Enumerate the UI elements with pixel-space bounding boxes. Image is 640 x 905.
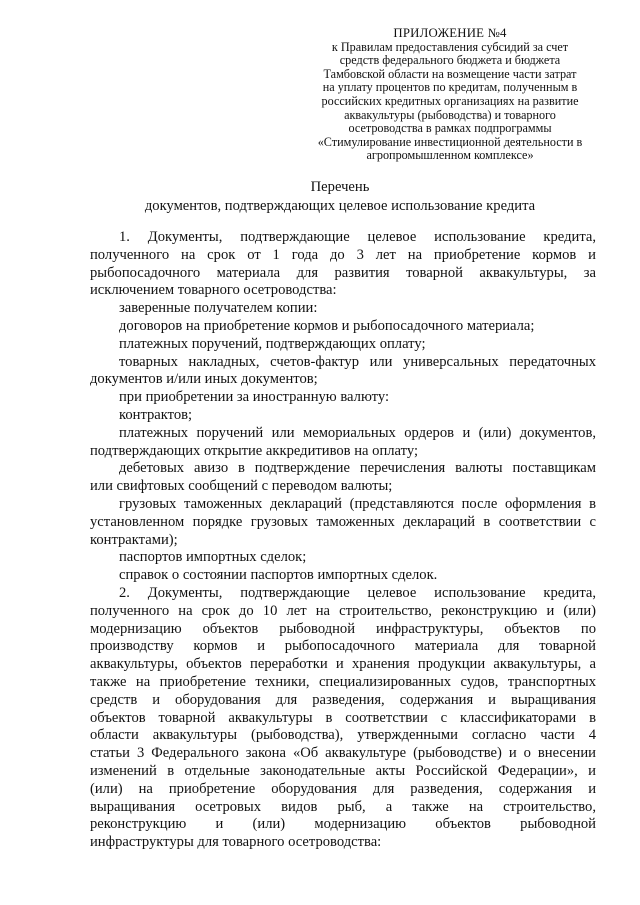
body-line: справок о состоянии паспортов импортных сделок. [119,567,438,584]
body-line: контрактов; [119,406,193,423]
appendix-title: ПРИЛОЖЕНИЕ №4 [393,26,507,40]
appendix-line: Тамбовской области на возмещение части затрат [323,66,577,81]
body-line: реконструкцию и (или) модернизацию объектов рыбоводной [90,816,596,833]
body-line: при приобретении за иностранную валюту: [119,389,389,406]
body-line: полученного на срок до 10 лет на строительство, реконструкцию и (или) [90,602,596,619]
body-line: средств и оборудования для разведения, содержания и выращивания [90,691,596,708]
appendix-line: осетроводства в рамках подпрограммы [348,121,552,136]
body-line: платежных поручений, подтверждающих оплату; [119,335,426,352]
appendix-line: аквакультуры (рыбоводства) и товарного [344,107,556,122]
body-line: инфраструктуры для товарного осетроводства: [90,834,382,851]
body-line: полученного на срок от 1 года до 3 лет на приобретение кормов и [90,246,596,263]
appendix-line: российских кредитных организациях на развитие [321,93,579,108]
body-line: модернизацию объектов рыбоводной инфраструктуры, объектов по [90,620,596,637]
body-line: товарных накладных, счетов-фактур или универсальных передаточных [119,353,596,370]
document-subtitle: документов, подтверждающих целевое использование кредита [144,198,536,214]
body-line: грузовых таможенных деклараций (представляются после оформления в [119,495,596,512]
body-line: области аквакультуры (рыбоводства), утвержденными согласно части 4 [90,727,596,744]
body-line: подтверждающих открытие аккредитивов на оплату; [90,442,418,459]
body-line: 2. Документы, подтверждающие целевое использование кредита, [119,584,596,601]
body-line: дебетовых авизо в подтверждение перечисления валюты поставщикам [119,460,596,477]
body-line: исключением товарного осетроводства: [90,282,337,299]
body-line: (или) на приобретение оборудования для разведения, содержания и [90,780,596,797]
body-line: установленном порядке грузовых таможенных деклараций в соответствии с [90,513,596,530]
document-title: Перечень [310,179,370,195]
body-line: аквакультуры, объектов переработки и хранения продукции аквакультуры, а [90,656,596,673]
body-line: также на приобретение техники, специализированных судов, транспортных [90,673,596,690]
appendix-line: средств федерального бюджета и бюджета [339,53,561,68]
body-line: изменений в отдельные законодательные акты Российской Федерации», и [90,762,596,779]
body-line: паспортов импортных сделок; [119,549,307,566]
body-line: статьи 3 Федерального закона «Об аквакультуре (рыбоводстве) и о внесении [90,745,596,762]
body-line: 1. Документы, подтверждающие целевое использование кредита, [119,229,596,245]
body-line: рыбопосадочного материала для развития товарной аквакультуры, за [90,264,596,281]
body-line: договоров на приобретение кормов и рыбопосадочного материала; [119,317,535,334]
body-line: объектов товарной аквакультуры в соответствии с классификаторами в [90,709,596,726]
body-line: заверенные получателем копии: [119,300,318,317]
body-line: или свифтовых сообщений с переводом валюты; [90,478,393,495]
appendix-block [300,27,600,163]
appendix-line: агропромышленном комплексе» [366,148,534,163]
appendix-line: «Стимулирование инвестиционной деятельности в [317,134,583,149]
appendix-line: на уплату процентов по кредитам, полученным в [322,80,578,95]
body-line: контрактами); [90,531,178,548]
appendix-line: к Правилам предоставления субсидий за счет [331,39,569,54]
body-line: выращивания осетровых видов рыб, а также на строительство, [90,798,596,815]
body-line: производству кормов и рыбопосадочного материала для товарной [90,638,596,655]
document-body [90,229,596,852]
body-line: платежных поручений или мемориальных ордеров и (или) документов, [119,424,596,441]
body-line: документов и/или иных документов; [90,371,318,388]
